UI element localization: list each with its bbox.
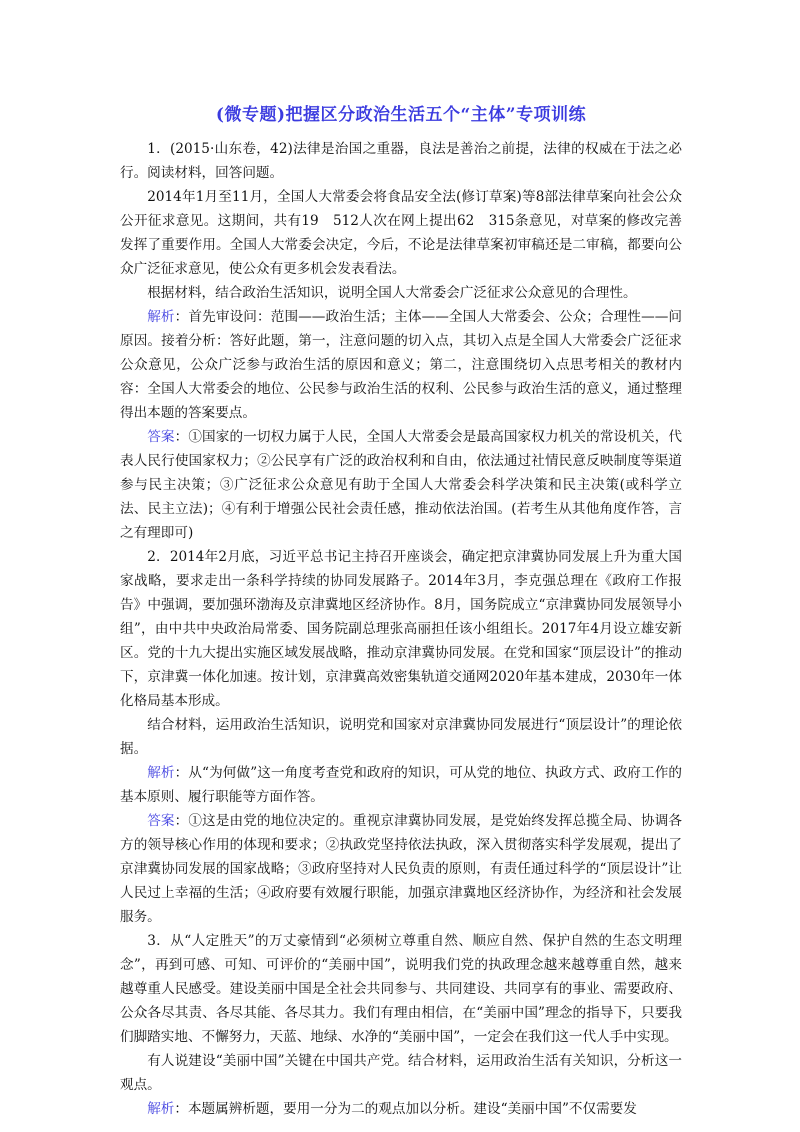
- q1-analysis-text: ：首先审设问：范围——政治生活；主体——全国人大常委会、公众；合理性——问原因。接着分析：答好此题，第一，注意问题的切入点，其切入点是全国人大常委会广泛征求公众意见，公众广泛参与政治生活的原因和意义；第二，注意围绕切入点思考相关的教材内容：全国人大常委会的地位、公民参与政治生活的权利、公民参与政治生活的意义，通过整理得出本题的答案要点。: [120, 309, 683, 421]
- q2-analysis-label: 解析: [147, 765, 175, 781]
- q1-stem: 1．(2015·山东卷，42)法律是治国之重器，良法是善治之前提，法律的权威在于法之必行。阅读材料，回答问题。: [120, 141, 682, 181]
- q3-analysis-label: 解析: [147, 1101, 175, 1117]
- page-title: (微专题)把握区分政治生活五个“主体”专项训练: [215, 105, 587, 125]
- q2-question: 结合材料，运用政治生活知识，说明党和国家对京津冀协同发展进行“顶层设计”的理论依据。: [120, 717, 682, 757]
- document-page: [120, 100, 682, 1121]
- q3-analysis-text: ：本题属辨析题，要用一分为二的观点加以分析。建设“美丽中国”不仅需要发: [174, 1101, 637, 1117]
- question-2: [120, 545, 682, 929]
- q1-question: 根据材料，结合政治生活知识，说明全国人大常委会广泛征求公众意见的合理性。: [147, 285, 637, 301]
- q2-answer-text: ：①这是由党的地位决定的。重视京津冀协同发展，是党始终发挥总揽全局、协调各方的领导核心作用的体现和要求；②执政党坚持依法执政，深入贯彻落实科学发展观，提出了京津冀协同发展的国家战略；③政府坚持对人民负责的原则，有责任通过科学的“顶层设计”让人民过上幸福的生活；④政府要有效履行职能，加强京津冀地区经济协作，为经济和社会发展服务。: [120, 813, 683, 925]
- q2-answer: [120, 809, 682, 929]
- q1-analysis-label: 解析: [147, 309, 175, 325]
- q1-material: 2014年1月至11月，全国人大常委会将食品安全法(修订草案)等8部法律草案向社会公众公开征求意见。这期间，共有19 512人次在网上提出62 315条意见，对草案的修改完善发挥了重要作用。全国人大常委会决定，今后，不论是法律草案初审稿还是二审稿，都要向公众广泛征求意见，使公众有更多机会发表看法。: [120, 189, 682, 277]
- q3-material: 3．从“人定胜天”的万丈豪情到“必须树立尊重自然、顺应自然、保护自然的生态文明理念”，再到可感、可知、可评价的“美丽中国”，说明我们党的执政理念越来越尊重自然，越来越尊重人民感受。建设美丽中国是全社会共同参与、共同建设、共同享有的事业、需要政府、公众各尽其责、各尽其能、各尽其力。我们有理由相信，在“美丽中国”理念的指导下，只要我们脚踏实地、不懈努力，天蓝、地绿、水净的“美丽中国”，一定会在我们这一代人手中实现。: [120, 933, 682, 1045]
- q1-answer: [120, 425, 682, 545]
- q2-analysis: [120, 761, 682, 809]
- q2-answer-label: 答案: [147, 813, 175, 829]
- q3-question: 有人说建设“美丽中国”关键在中国共产党。结合材料，运用政治生活有关知识，分析这一观点。: [120, 1053, 682, 1093]
- q1-answer-label: 答案: [147, 429, 175, 445]
- question-1: [120, 137, 682, 545]
- q1-analysis: [120, 305, 682, 425]
- q1-answer-text: ：①国家的一切权力属于人民，全国人大常委会是最高国家权力机关的常设机关，代表人民行使国家权力；②公民享有广泛的政治权利和自由，依法通过社情民意反映制度等渠道参与民主决策；③广泛征求公众意见有助于全国人大常委会科学决策和民主决策(或科学立法、民主立法)；④有利于增强公民社会责任感，推动依法治国。(若考生从其他角度作答，言之有理即可): [120, 429, 683, 541]
- q3-analysis: [120, 1097, 682, 1121]
- question-3: [120, 929, 682, 1121]
- q2-material: 2．2014年2月底，习近平总书记主持召开座谈会，确定把京津冀协同发展上升为重大国家战略，要求走出一条科学持续的协同发展路子。2014年3月，李克强总理在《政府工作报告》中强调，要加强环渤海及京津冀地区经济协作。8月，国务院成立“京津冀协同发展领导小组”，由中共中央政治局常委、国务院副总理张高丽担任该小组组长。2017年4月设立雄安新区。党的十九大提出实施区域发展战略，推动京津冀协同发展。在党和国家“顶层设计”的推动下，京津冀一体化加速。按计划，京津冀高效密集轨道交通网2020年基本建成，2030年一体化格局基本形成。: [120, 549, 682, 709]
- q2-analysis-text: ：从“为何做”这一角度考查党和政府的知识，可从党的地位、执政方式、政府工作的基本原则、履行职能等方面作答。: [120, 765, 683, 805]
